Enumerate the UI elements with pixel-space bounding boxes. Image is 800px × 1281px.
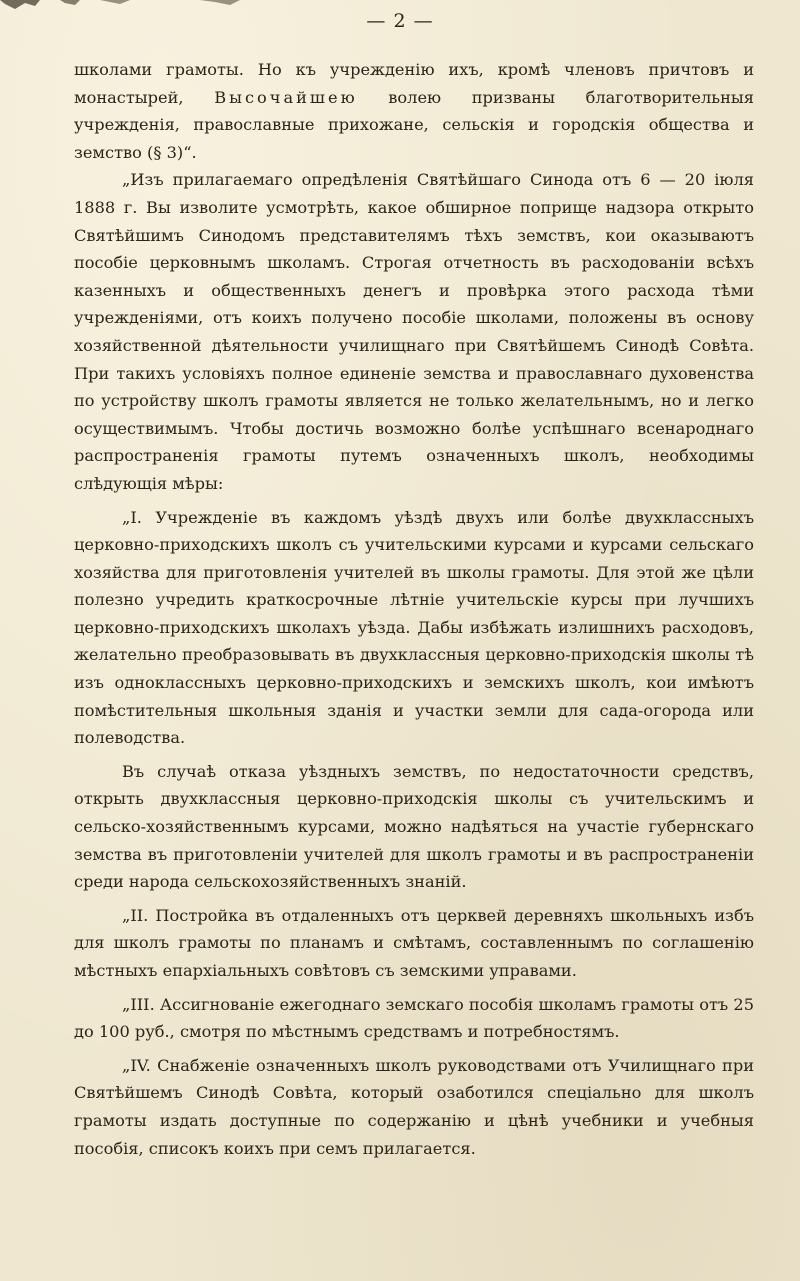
paragraph-4	[74, 902, 754, 985]
paragraph-0	[74, 56, 754, 166]
paragraph-3	[74, 758, 754, 896]
paragraph-text: волею призваны благотворительныя учрежденія, православные прихожане, сельскія и городскія общества и земство (§ 3)“.	[74, 87, 754, 162]
page-number: — 2 —	[366, 10, 434, 32]
paragraph-text: школами грамоты. Но къ учрежденію ихъ, кромѣ членовъ причтовъ и монастырей,	[74, 60, 754, 107]
emphasized-word: Высочайшею	[214, 87, 358, 107]
paragraph-2	[74, 504, 754, 752]
paragraph-text: „IV. Снабженіе означенныхъ школъ руководствами отъ Училищнаго при Святѣйшемъ Синодѣ Совѣта, который озаботился спеціально для школъ грамоты издать доступные по содержанію и цѣнѣ учебники и учебныя пособія, списокъ коихъ при семъ прилагается.	[74, 1055, 754, 1158]
paragraph-text: „I. Учрежденіе въ каждомъ уѣздѣ двухъ или болѣе двухклассныхъ церковно-приходскихъ школъ съ учительскими курсами и курсами сельскаго хозяйства для приготовленія учителей въ школы грамоты. Для этой же цѣли полезно учредить краткосрочные лѣтніе учительскіе курсы при лучшихъ церковно-приходскихъ школахъ уѣзда. Дабы избѣжать излишнихъ расходовъ, желательно преобразовывать въ двухклассныя церковно-приходскія школы тѣ изъ одноклассныхъ церковно-приходскихъ и земскихъ школъ, кои имѣютъ помѣстительныя школьныя зданія и участки земли для сада-огорода или полеводства.	[74, 507, 754, 748]
paragraph-1	[74, 166, 754, 497]
paragraph-text: „Изъ прилагаемаго опредѣленія Святѣйшаго Синода отъ 6 — 20 іюля 1888 г. Вы изволите усмотрѣть, какое обширное поприще надзора открыто Святѣйшимъ Синодомъ представителямъ тѣхъ земствъ, кои оказываютъ пособіе церковнымъ школамъ. Строгая отчетность въ расходованіи всѣхъ казенныхъ и общественныхъ денегъ и провѣрка этого расхода тѣми учрежденіями, отъ коихъ получено пособіе школами, положены въ основу хозяйственной дѣятельности училищнаго при Святѣйшемъ Синодѣ Совѣта. При такихъ условіяхъ полное единеніе земства и православнаго духовенства по устройству школъ грамоты является не только желательнымъ, но и легко осуществимымъ. Чтобы достичь возможно болѣе успѣшнаго всенароднаго распространенія грамоты путемъ означенныхъ школъ, необходимы слѣдующія мѣры:	[74, 170, 754, 493]
document-body	[74, 56, 754, 1162]
paragraph-5	[74, 991, 754, 1046]
paragraph-text: „III. Ассигнованіе ежегоднаго земскаго пособія школамъ грамоты отъ 25 до 100 руб., смотря по мѣстнымъ средствамъ и потребностямъ.	[74, 994, 754, 1042]
paragraph-6	[74, 1052, 754, 1162]
paragraph-text: „II. Постройка въ отдаленныхъ отъ церквей деревняхъ школьныхъ избъ для школъ грамоты по планамъ и смѣтамъ, составленнымъ по соглашенію мѣстныхъ епархіальныхъ совѣтовъ съ земскими управами.	[74, 905, 754, 980]
paragraph-text: Въ случаѣ отказа уѣздныхъ земствъ, по недостаточности средствъ, открыть двухклассныя церковно-приходскія школы съ учительскимъ и сельско-хозяйственнымъ курсами, можно надѣяться на участіе губернскаго земства въ приготовленіи учителей для школъ грамоты и въ распространеніи среди народа сельскохозяйственныхъ знаній.	[74, 761, 754, 892]
